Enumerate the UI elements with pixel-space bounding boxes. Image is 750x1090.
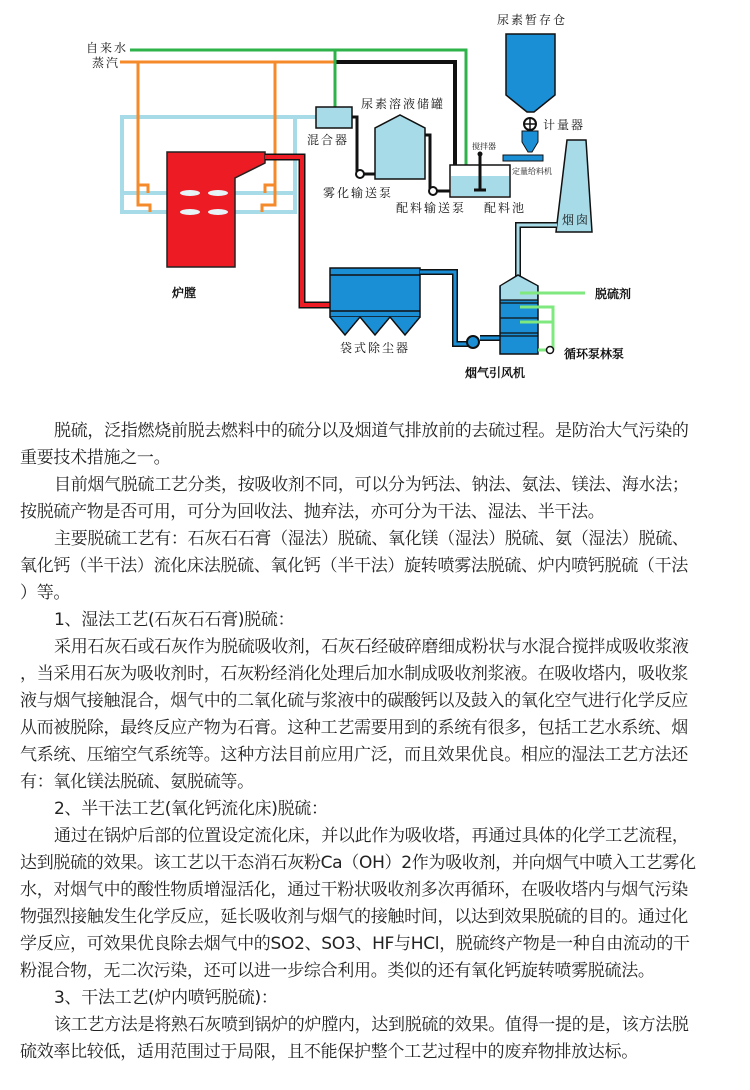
label-meter: 计量器: [543, 118, 586, 132]
paragraph-line: 按脱硫产物是否可用，可分为回收法、抛弃法，亦可分为干法、湿法、半干法。: [20, 502, 605, 522]
paragraph-line: 2、半干法工艺(氧化钙流化床)脱硫：: [54, 799, 328, 819]
article-body: [20, 418, 735, 1066]
urea-silo: [506, 34, 555, 112]
label-feeder: 定量给料机: [512, 167, 552, 176]
label-circulation-pump: 循环泵林泵: [564, 347, 625, 361]
label-tap-water: 自来水: [86, 41, 129, 55]
paragraph-line: 液与烟气接触混合，烟气中的二氧化硫与浆液中的碳酸钙以及鼓入的氧化空气进行化学反应: [20, 691, 688, 711]
quantitative-feeder: [503, 155, 543, 161]
paragraph-line: 物强烈接触发生化学反应，延长吸收剂与烟气的接触时间，以达到效果脱硫的目的。通过化: [20, 907, 688, 927]
mixer: [316, 107, 352, 128]
paragraph-line: 有：氧化镁法脱硫、氨脱硫等。: [20, 772, 254, 792]
paragraph-line: 粉混合物，无二次污染，还可以进一步综合利用。类似的还有氧化钙旋转喷雾脱硫法。: [20, 961, 655, 981]
paragraph-line: 采用石灰石或石灰作为脱硫吸收剂，石灰石经破碎磨细成粉状与水混合搅拌成吸收浆液: [54, 637, 689, 657]
paragraph-line: 通过在锅炉后部的位置设定流化床，并以此作为吸收塔，再通过具体的化学工艺流程，: [54, 826, 689, 846]
paragraph-line: 脱硫，泛指燃烧前脱去燃料中的硫分以及烟道气排放前的去硫过程。是防治大气污染的: [54, 421, 689, 441]
label-mixer: 混合器: [307, 133, 350, 147]
paragraph-line: 1、湿法工艺(石灰石石膏)脱硫：: [54, 610, 295, 630]
paragraph-line: 3、干法工艺(炉内喷钙脱硫)：: [54, 988, 278, 1008]
paragraph-line: 从而被脱除，最终反应产物为石膏。这种工艺需要用到的系统有很多，包括工艺水系统、烟: [20, 718, 688, 738]
atomizing-pipe: [352, 117, 375, 174]
paragraph-line: 水，对烟气中的酸性物质增湿活化，通过干粉状吸收剂多次再循环，在吸收塔内与烟气污染: [20, 880, 688, 900]
induced-fan-icon: [467, 336, 479, 348]
paragraph-line: 氧化钙（半干法）流化床法脱硫、氧化钙（半干法）旋转喷雾法脱硫、炉内喷钙脱硫（干法: [20, 556, 688, 576]
label-urea-tank: 尿素溶液储罐: [361, 97, 446, 111]
atomizing-pump-icon: [356, 170, 364, 178]
dosing-pump-icon: [429, 187, 437, 195]
label-atomizing-pump: 雾化输送泵: [323, 186, 394, 200]
label-dosing-pump: 配料输送泵: [396, 201, 467, 215]
label-furnace: 炉膛: [172, 286, 197, 300]
label-bag-filter: 袋式除尘器: [340, 341, 411, 355]
small-hopper: [522, 131, 538, 152]
label-dosing-pool: 配料池: [484, 201, 527, 215]
circulation-pump-icon: [547, 347, 554, 354]
paragraph-line: 目前烟气脱硫工艺分类，按吸收剂不同，可以分为钙法、钠法、氨法、镁法、海水法；: [54, 475, 689, 495]
label-induced-fan: 烟气引风机: [465, 366, 526, 380]
paragraph-line: 达到脱硫的效果。该工艺以干态消石灰粉Ca（OH）2作为吸收剂，并向烟气中喷入工艺雾化: [20, 853, 696, 873]
fan-duct: [420, 272, 500, 344]
paragraph-line: 主要脱硫工艺有：石灰石石膏（湿法）脱硫、氧化镁（湿法）脱硫、氨（湿法）脱硫、: [54, 529, 689, 549]
paragraph-line: 该工艺方法是将熟石灰喷到锅炉的炉膛内，达到脱硫的效果。值得一提的是，该方法脱: [54, 1015, 689, 1035]
label-desulfurizer: 脱硫剂: [595, 287, 632, 301]
paragraph-line: 学反应，可效果优良除去烟气中的SO2、SO3、HF与HCl，脱硫终产物是一种自由流动的干: [20, 934, 690, 954]
label-stirrer: 搅拌器: [472, 142, 496, 151]
tower-to-chimney-duct: [518, 225, 557, 276]
paragraph-line: ）等。: [20, 583, 71, 603]
paragraph-line: ，当采用石灰为吸收剂时，石灰粉经消化处理后加水制成吸收剂浆液。在吸收塔内，吸收浆: [20, 664, 688, 684]
dosing-pipe: [425, 135, 450, 191]
urea-solution-tank: [375, 115, 425, 179]
paragraph-line: 硫效率比较低，适用范围过于局限，且不能保护整个工艺过程中的废弃物排放达标。: [20, 1042, 638, 1062]
paragraph-line: 重要技术措施之一。: [20, 448, 171, 468]
desulfurization-process-diagram: [0, 0, 750, 400]
label-urea-silo: 尿素暂存仓: [497, 13, 568, 27]
label-chimney: 烟囱: [562, 213, 591, 227]
paragraph-line: 气系统、压缩空气系统等。这种方法目前应用广泛，而且效果优良。相应的湿法工艺方法还: [20, 745, 688, 765]
label-steam: 蒸汽: [92, 56, 121, 70]
